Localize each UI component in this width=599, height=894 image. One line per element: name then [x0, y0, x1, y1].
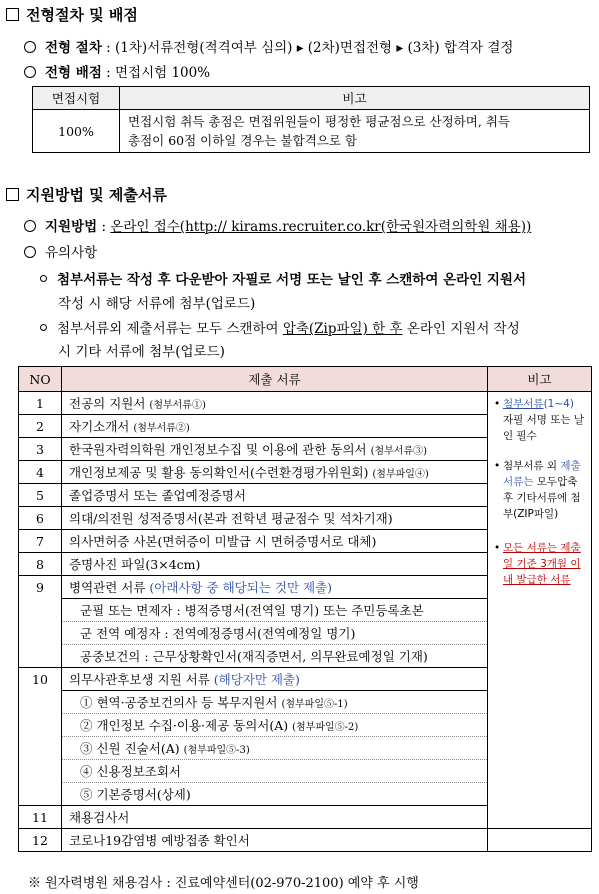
table-sub-row: ② 개인정보 수집·이용·제공 동의서(A) (첨부파일⑤-2): [19, 714, 592, 737]
score-remark: 면접시험 취득 총점은 면접위원들이 평정한 평균점으로 산정하며, 취득 총점이 60점 이하일 경우는 불합격으로 함: [120, 110, 590, 153]
section-title-application: 지원방법 및 제출서류: [6, 184, 167, 205]
circle-bullet-icon: [24, 66, 36, 78]
table-row: 3 한국원자력의학원 개인정보수집 및 이용에 관한 동의서 (첨부서류③): [19, 438, 592, 461]
table-row: 9 병역관련 서류 (아래사항 중 해당되는 것만 제출): [19, 576, 592, 599]
table-sub-row: 군 전역 예정자 : 전역예정증명서(전역예정일 명기): [19, 622, 592, 645]
table-header: 비고: [488, 367, 592, 392]
interview-score-table: [32, 86, 590, 153]
remarks-cell: [488, 392, 592, 829]
note-item-2-cont: 시 기타 서류에 첨부(업로드): [58, 344, 225, 360]
circle-bullet-icon: [24, 246, 36, 258]
table-sub-row: ③ 신원 진술서(A) (첨부파일⑤-3): [19, 737, 592, 760]
remark-1: • 첨부서류(1~4) 자필 서명 또는 날인 필수: [494, 398, 585, 442]
footer-note: ※ 원자력병원 채용검사 : 진료예약센터(02-970-2100) 예약 후 시행: [28, 876, 419, 891]
note-item-2: 첨부서류외 제출서류는 모두 스캔하여 압축(Zip파일) 한 후 온라인 지원서 작성: [40, 317, 520, 337]
table-row: 10 의무사관후보생 지원 서류 (해당자만 제출): [19, 668, 592, 691]
table-row: 6 의대/의전원 성적증명서(본과 전학년 평균점수 및 석차기재): [19, 507, 592, 530]
small-circle-bullet-icon: [40, 324, 47, 331]
small-circle-bullet-icon: [40, 275, 47, 282]
notes-line: 유의사항: [24, 241, 97, 261]
table-row: 4 개인정보제공 및 활용 동의확인서(수련환경평가위원회) (첨부파일④): [19, 461, 592, 484]
table-row: 5 졸업증명서 또는 졸업예정증명서: [19, 484, 592, 507]
score-line: 전형 배점 : 면접시험 100%: [24, 61, 210, 81]
circle-bullet-icon: [24, 41, 36, 53]
application-link[interactable]: 온라인 접수(http:// kirams.recruiter.co.kr(한국원자력의학원 채용)): [110, 219, 532, 235]
table-sub-row: ① 현역·공중보건의사 등 복무지원서 (첨부파일⑤-1): [19, 691, 592, 714]
table-row: 11 채용검사서: [19, 806, 592, 829]
procedure-line: 전형 절차 : (1차)서류전형(적격여부 심의) ▸ (2차)면접전형 ▸ (3차) 합격자 결정: [24, 36, 513, 56]
table-row: 1 전공의 지원서 (첨부서류①) • 첨부서류(1~4) 자필 서명 또는 날인 필수 • 첨부서류 외 제출서류는 모두압축 후 기타서류에 첨부(ZIP파일) • 모든 서류는 제출일 기준 3개월 이내 발급한 서류: [19, 392, 592, 415]
circle-bullet-icon: [24, 220, 36, 232]
method-line: 지원방법 : 온라인 접수(http:// kirams.recruiter.co.kr(한국원자력의학원 채용)): [24, 215, 531, 235]
table-sub-row: 공중보건의 : 근무상황확인서(재직증면서, 의무완료예정일 기재): [19, 645, 592, 668]
table-header: 제출 서류: [62, 367, 488, 392]
table-header: 비고: [120, 87, 590, 110]
remark-2: • 첨부서류 외 제출서류는 모두압축 후 기타서류에 첨부(ZIP파일): [494, 460, 581, 520]
note-item-1: 첨부서류는 작성 후 다운받아 자필로 서명 또는 날인 후 스캔하여 온라인 지원서: [40, 268, 526, 288]
table-row: 2 자기소개서 (첨부서류②): [19, 415, 592, 438]
table-row: 7 의사면허증 사본(면허증이 미발급 시 면허증명서로 대체): [19, 530, 592, 553]
table-sub-row: ④ 신용정보조회서: [19, 760, 592, 783]
square-bullet-icon: [6, 188, 19, 201]
square-bullet-icon: [6, 8, 19, 21]
table-row: 8 증명사진 파일(3×4cm): [19, 553, 592, 576]
documents-table: [18, 366, 592, 852]
section-title-selection: 전형절차 및 배점: [6, 4, 138, 25]
score-value: 100%: [33, 110, 120, 153]
table-header: NO: [19, 367, 62, 392]
remark-3: • 모든 서류는 제출일 기준 3개월 이내 발급한 서류: [494, 542, 581, 586]
table-header: 면접시험: [33, 87, 120, 110]
table-sub-row: 군필 또는 면제자 : 병적증명서(전역일 명기) 또는 주민등록초본: [19, 599, 592, 622]
note-item-1-cont: 작성 시 해당 서류에 첨부(업로드): [58, 296, 256, 312]
table-row: 12 코로나19감염병 예방접종 확인서: [19, 829, 592, 852]
table-sub-row: ⑤ 기본증명서(상세): [19, 783, 592, 806]
